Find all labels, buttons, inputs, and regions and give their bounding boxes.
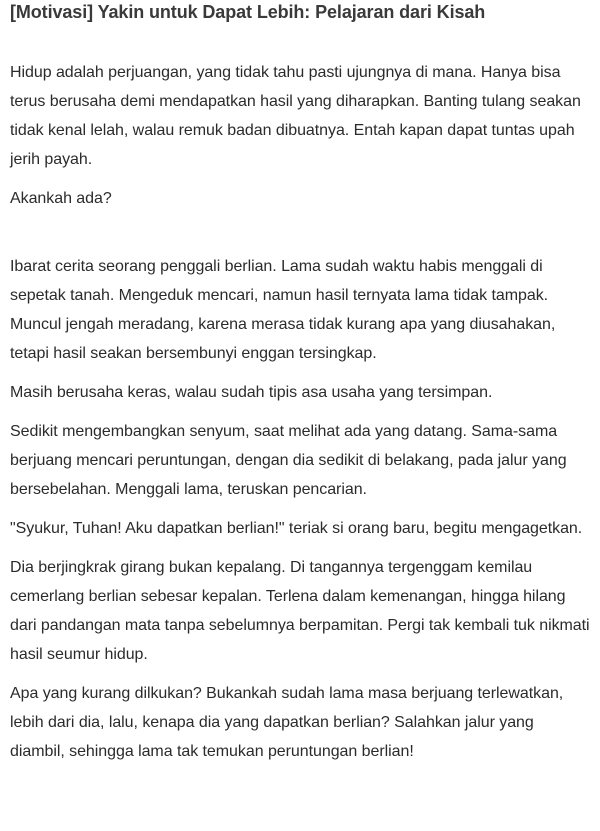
paragraph: Sedikit mengembangkan senyum, saat melihat ada yang datang. Sama-sama berjuang mencari peruntungan, dengan dia sedikit di belakang, pada jalur yang bersebelahan. Menggali lama, teruskan pencarian.: [10, 423, 567, 498]
paragraph: Hidup adalah perjuangan, yang tidak tahu pasti ujungnya di mana. Hanya bisa terus berusaha demi mendapatkan hasil yang diharapkan. Banting tulang seakan tidak kenal lelah, walau remuk badan dibuatnya. Entah kapan dapat tuntas upah jerih payah.: [10, 64, 581, 168]
paragraph: Akankah ada?: [10, 190, 112, 207]
paragraph: Ibarat cerita seorang penggali berlian. Lama sudah waktu habis menggali di sepetak tanah. Mengeduk mencari, namun hasil ternyata lama tidak tampak. Muncul jengah meradang, karena merasa tidak kurang apa yang diusahakan, tetapi hasil seakan bersembunyi enggan tersingkap.: [10, 258, 556, 362]
paragraph-spacer: [10, 223, 590, 252]
paragraph: Dia berjingkrak girang bukan kepalang. Di tangannya tergenggam kemilau cemerlang berlian sebesar kepalan. Terlena dalam kemenangan, hingga hilang dari pandangan mata tanpa sebelumnya berpamitan. Pergi tak kembali tuk nikmati hasil seumur hidup.: [10, 559, 590, 663]
paragraph: "Syukur, Tuhan! Aku dapatkan berlian!" teriak si orang baru, begitu mengagetkan.: [10, 520, 583, 537]
paragraph: Apa yang kurang dilkukan? Bukankah sudah lama masa berjuang terlewatkan, lebih dari dia, lalu, kenapa dia yang dapatkan berlian? Salahkan jalur yang diambil, sehingga lama tak temukan peruntungan berlian!: [10, 685, 564, 760]
paragraph: Masih berusaha keras, walau sudah tipis asa usaha yang tersimpan.: [10, 384, 493, 401]
article-title: [Motivasi] Yakin untuk Dapat Lebih: Pelajaran dari Kisah: [10, 2, 486, 22]
article-body: [10, 58, 590, 766]
